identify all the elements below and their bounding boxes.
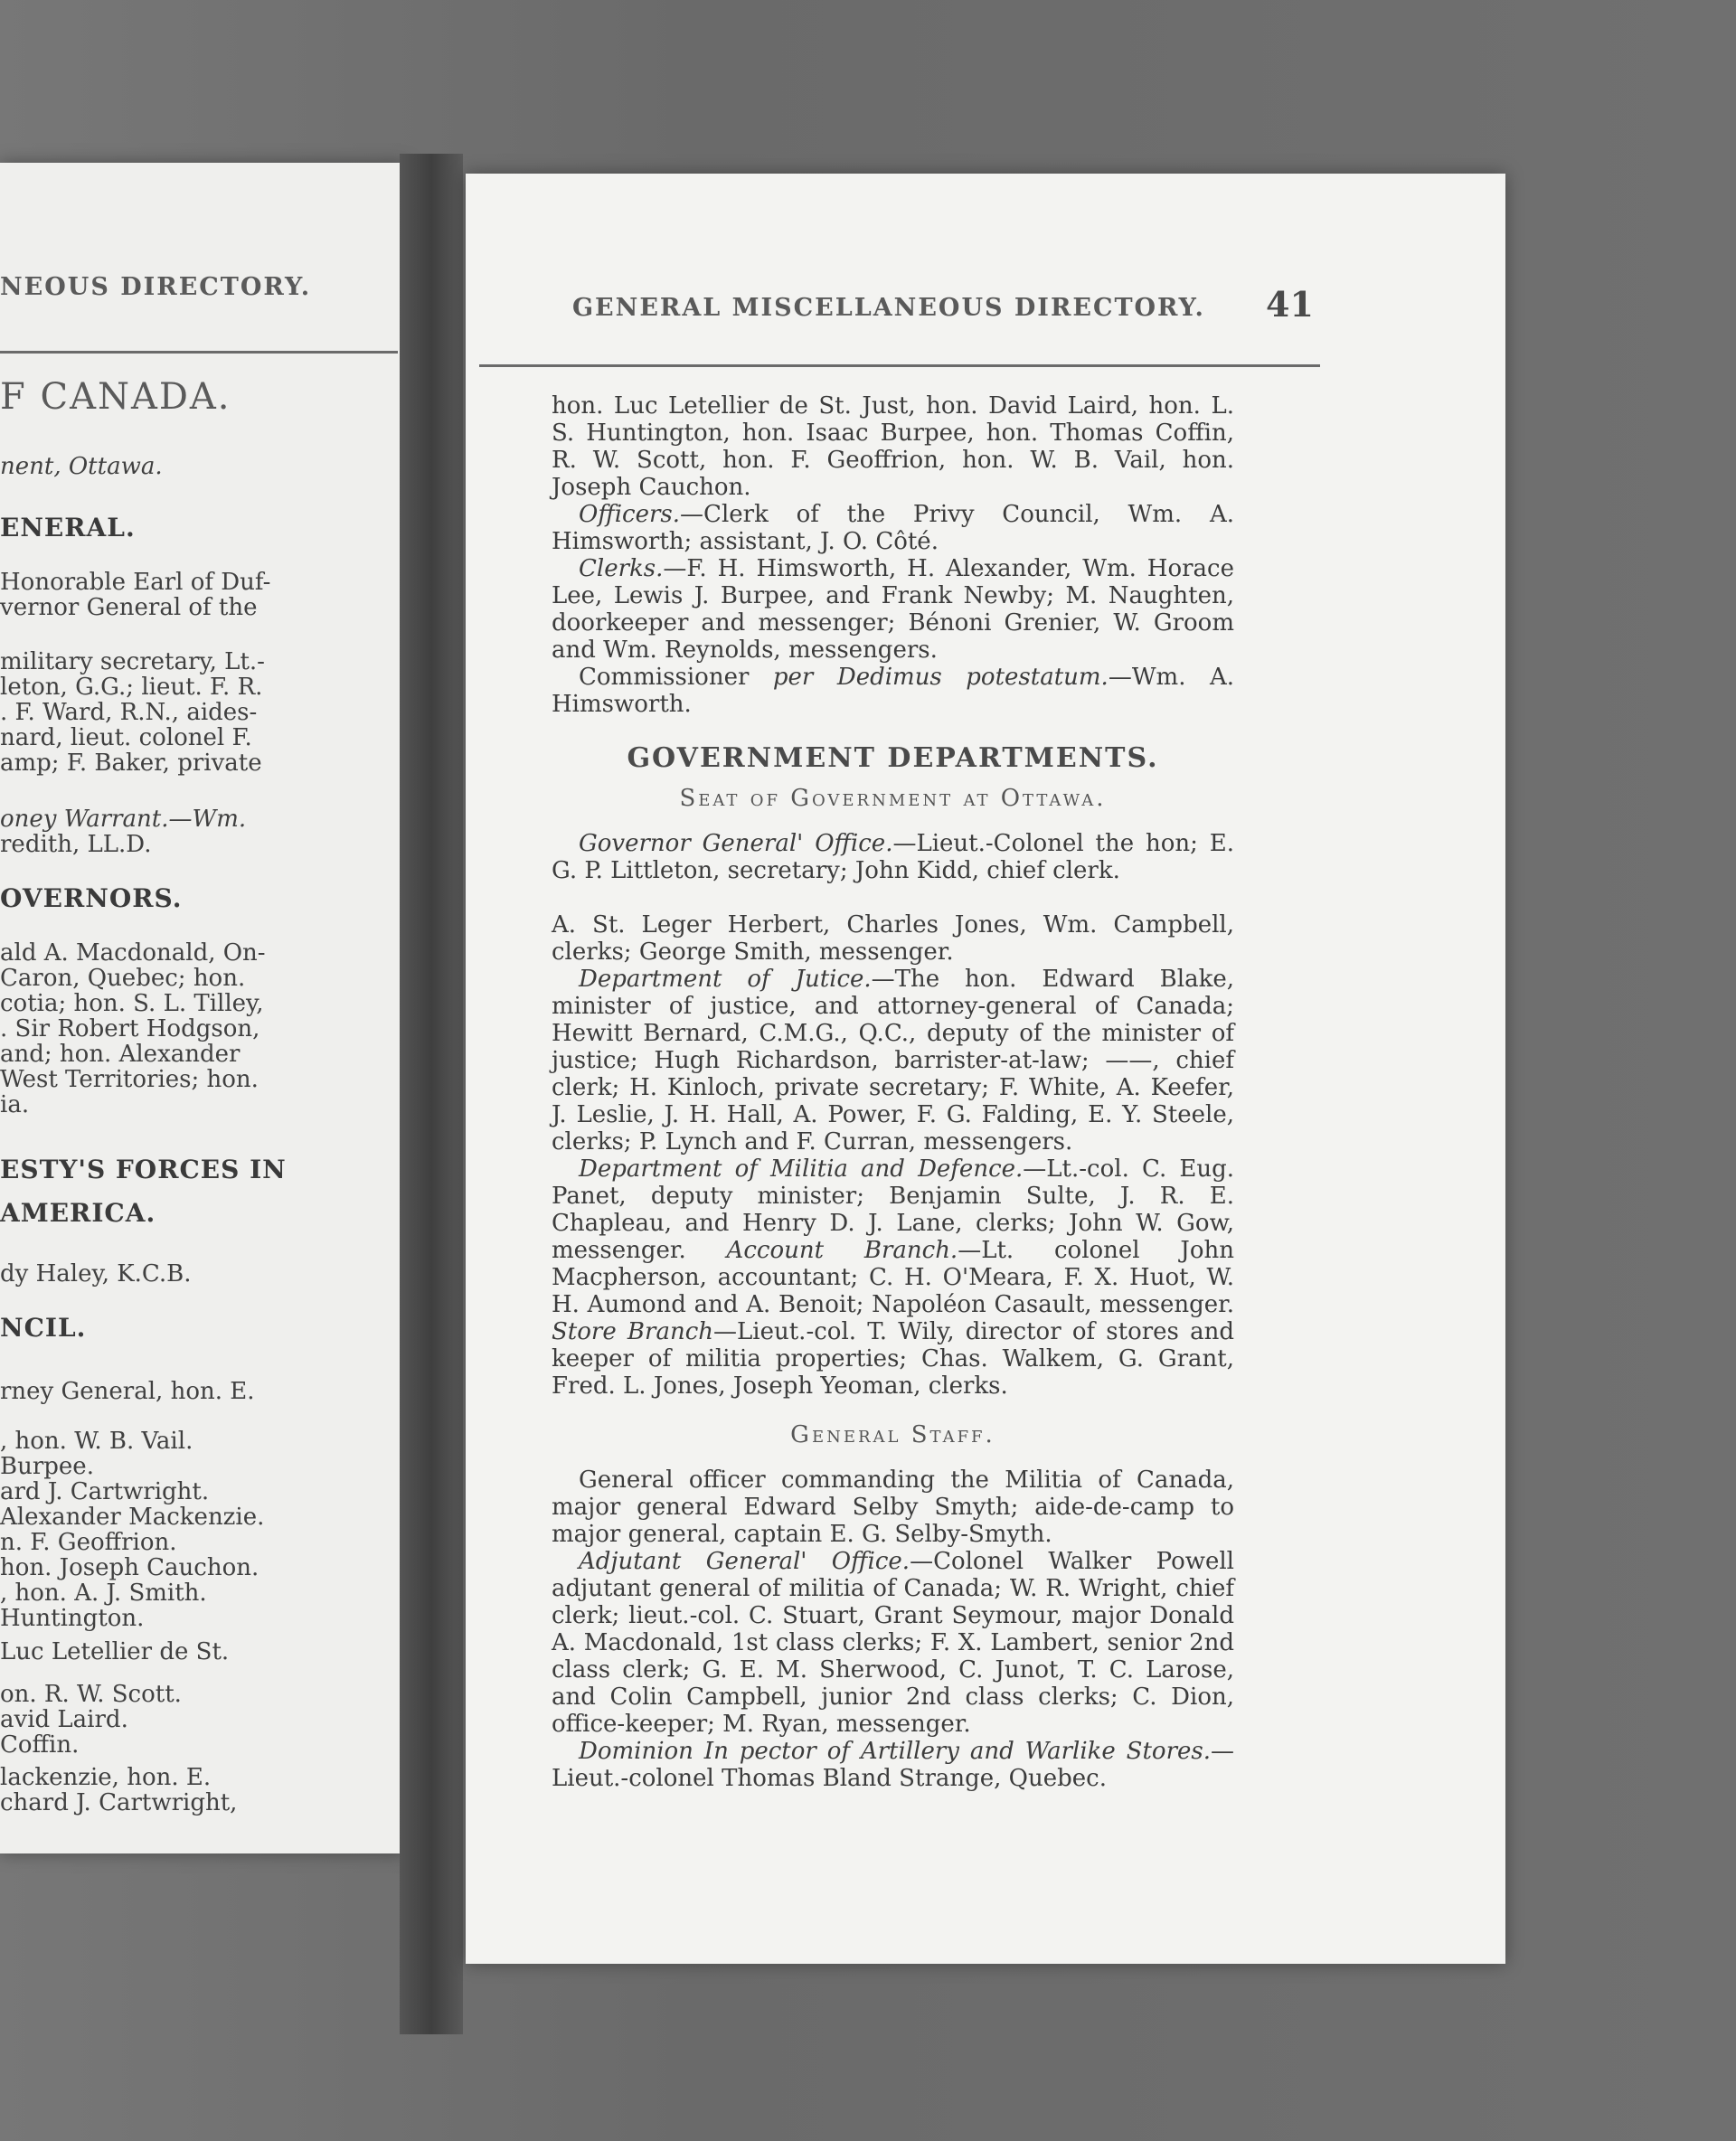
left-page-line: , hon. W. B. Vail.	[0, 1428, 193, 1455]
left-page-line: rney General, hon. E.	[0, 1378, 255, 1405]
right-page-header: GENERAL MISCELLANEOUS DIRECTORY.	[572, 294, 1205, 322]
left-page-line: and; hon. Alexander	[0, 1041, 241, 1068]
militia-department-text: —Lt.-col. C. Eug. Panet, deputy minister; Benjamin Sulte, J. R. E. Chapleau, and Henry D. J. Lane, clerks; John W. Gow, messenger.	[552, 1155, 1234, 1264]
left-page-line: dy Haley, K.C.B.	[0, 1260, 192, 1287]
left-page-line: ard J. Cartwright.	[0, 1478, 210, 1505]
left-page-line: ENERAL.	[0, 513, 136, 542]
seat-of-government-subheading: Seat of Government at Ottawa.	[679, 785, 1107, 812]
adjutant-general-paragraph	[552, 1548, 1234, 1738]
governor-general-office-label: Governor General' Office.	[579, 830, 893, 857]
militia-department-paragraph	[552, 1155, 1234, 1400]
commissioner-prefix: Commissioner	[579, 664, 773, 691]
store-branch-label: Store Branch	[552, 1318, 714, 1345]
left-page-line: hon. Joseph Cauchon.	[0, 1554, 259, 1581]
left-page-line: military secretary, Lt.-	[0, 648, 265, 675]
right-header-rule	[479, 364, 1320, 367]
clerks-text: —F. H. Himsworth, H. Alexander, Wm. Horace Lee, Lewis J. Burpee, and Frank Newby; M. Naughten, doorkeeper and messenger; Bénoni Grenier, W. Groom and Wm. Reynolds, messengers.	[552, 555, 1234, 664]
officers-paragraph	[552, 501, 1234, 555]
left-page-line: Honorable Earl of Duf-	[0, 569, 271, 596]
book-gutter	[400, 154, 463, 2034]
left-page-line: on. R. W. Scott.	[0, 1681, 182, 1708]
left-page-line: Luc Letellier de St.	[0, 1638, 230, 1665]
left-page-line: leton, G.G.; lieut. F. R.	[0, 674, 263, 701]
justice-department-label: Department of Jutice.	[579, 966, 872, 993]
governor-general-office-text: —Lieut.-Colonel the hon; E. G. P. Littleton, secretary; John Kidd, chief clerk.	[552, 830, 1235, 884]
officers-text: —Clerk of the Privy Council, Wm. A. Himsworth; assistant, J. O. Côté.	[552, 501, 1234, 555]
commissioner-label: per Dedimus potestatum.	[772, 664, 1109, 691]
left-page-line: Caron, Quebec; hon.	[0, 965, 246, 992]
government-departments-heading: GOVERNMENT DEPARTMENTS.	[627, 742, 1159, 774]
justice-department-text: —The hon. Edward Blake, minister of justice, and attorney-general of Canada; Hewitt Bernard, C.M.G., Q.C., deputy of the minister of justice; Hugh Richardson, barrister-at-law; ——, chief clerk; H. Kinloch, private secretary; F. White, A. Keefer, J. Leslie, J. H. Hall, A. Power, F. G. Falding, E. Y. Steele, clerks; P. Lynch and F. Curran, messengers.	[552, 966, 1234, 1155]
left-page-line: . F. Ward, R.N., aides-	[0, 699, 258, 726]
inspector-artillery-text: —Lieut.-colonel Thomas Bland Strange, Quebec.	[552, 1738, 1234, 1792]
left-page-line: nent, Ottawa.	[0, 453, 163, 480]
governor-general-clerks-paragraph: A. St. Leger Herbert, Charles Jones, Wm. Campbell, clerks; George Smith, messenger.	[552, 911, 1234, 966]
left-page-line: OVERNORS.	[0, 883, 183, 913]
inspector-artillery-paragraph	[552, 1738, 1234, 1792]
militia-department-label: Department of Militia and Defence.	[579, 1155, 1024, 1183]
left-page-line: West Territories; hon.	[0, 1066, 259, 1093]
page-number: 41	[1266, 284, 1314, 325]
left-page-line: chard J. Cartwright,	[0, 1789, 238, 1816]
governor-general-office-paragraph	[552, 830, 1234, 884]
inspector-artillery-label: Dominion In pector of Artillery and Warlike Stores.	[579, 1738, 1211, 1765]
clerks-label: Clerks.	[579, 555, 664, 582]
left-page-line: vernor General of the	[0, 594, 258, 621]
left-page-line: n. F. Geoffrion.	[0, 1529, 177, 1556]
left-page	[0, 163, 407, 1853]
account-branch-label: Account Branch.	[726, 1237, 958, 1264]
left-page-line: F CANADA.	[0, 376, 231, 418]
general-staff-heading: General Staff.	[790, 1421, 995, 1448]
left-header-rule	[0, 351, 398, 354]
left-page-line: lackenzie, hon. E.	[0, 1764, 212, 1791]
left-page-line: ald A. Macdonald, On-	[0, 939, 266, 967]
left-page-line: ia.	[0, 1091, 30, 1118]
left-page-header: NEOUS DIRECTORY.	[0, 273, 312, 301]
left-page-line: ESTY'S FORCES IN	[0, 1155, 287, 1184]
right-page-column	[552, 392, 1234, 1792]
account-branch-text: —Lt. colonel John Macpherson, accountant; C. H. O'Meara, F. X. Huot, W. H. Aumond and A. Benoit; Napoléon Casault, messenger.	[552, 1237, 1234, 1318]
council-members-paragraph: hon. Luc Letellier de St. Just, hon. David Laird, hon. L. S. Huntington, hon. Isaac Burpee, hon. Thomas Coffin, R. W. Scott, hon. F. Geoffrion, hon. W. B. Vail, hon. Joseph Cauchon.	[552, 392, 1234, 501]
left-page-line: redith, LL.D.	[0, 831, 152, 858]
left-page-line: oney Warrant.—Wm.	[0, 806, 247, 833]
left-page-line: NCIL.	[0, 1313, 87, 1343]
left-page-line: cotia; hon. S. L. Tilley,	[0, 990, 264, 1017]
justice-department-paragraph	[552, 966, 1234, 1155]
left-page-line: AMERICA.	[0, 1198, 156, 1228]
left-page-line: Alexander Mackenzie.	[0, 1504, 265, 1531]
left-page-line: Burpee.	[0, 1453, 94, 1480]
right-page	[466, 174, 1505, 1964]
clerks-paragraph	[552, 555, 1234, 664]
general-staff-paragraph: General officer commanding the Militia of Canada, major general Edward Selby Smyth; aide-de-camp to major general, captain E. G. Selby-Smyth.	[552, 1467, 1234, 1548]
paragraph-gap	[552, 884, 1234, 911]
officers-label: Officers.	[579, 501, 681, 528]
adjutant-general-text: —Colonel Walker Powell adjutant general of militia of Canada; W. R. Wright, chief clerk; lieut.-col. C. Stuart, Grant Seymour, major Donald A. Macdonald, 1st class clerks; F. X. Lambert, senior 2nd class clerk; G. E. M. Sherwood, C. Junot, T. C. Larose, and Colin Campbell, junior 2nd class clerks; C. Dion, office-keeper; M. Ryan, messenger.	[552, 1548, 1234, 1738]
adjutant-general-label: Adjutant General' Office.	[579, 1548, 910, 1575]
left-page-line: nard, lieut. colonel F.	[0, 724, 252, 751]
left-page-line: amp; F. Baker, private	[0, 750, 262, 777]
left-page-line: avid Laird.	[0, 1706, 128, 1733]
commissioner-paragraph	[552, 664, 1234, 718]
left-page-line: , hon. A. J. Smith.	[0, 1580, 207, 1607]
left-page-line: Coffin.	[0, 1731, 80, 1759]
left-page-line: . Sir Robert Hodgson,	[0, 1015, 260, 1042]
commissioner-text: —Wm. A. Himsworth.	[552, 664, 1234, 718]
store-branch-text: —Lieut.-col. T. Wily, director of stores and keeper of militia properties; Chas. Walkem, G. Grant, Fred. L. Jones, Joseph Yeoman, clerks.	[552, 1318, 1234, 1400]
left-page-line: Huntington.	[0, 1605, 145, 1632]
